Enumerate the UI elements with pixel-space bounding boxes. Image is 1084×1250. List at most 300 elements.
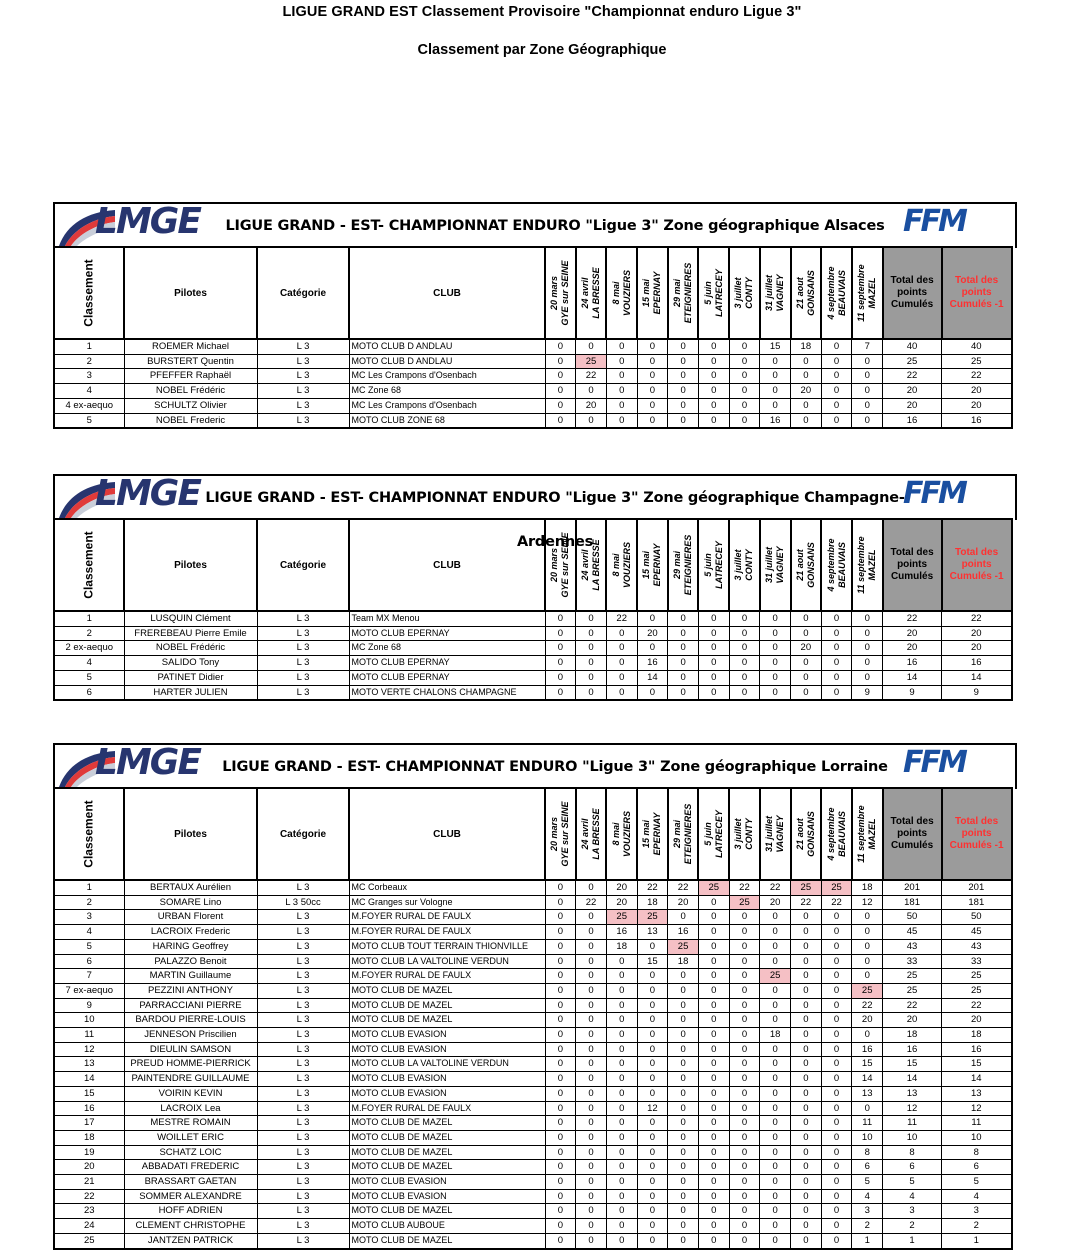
- cell-points: 0: [606, 1101, 637, 1116]
- event-place: CONTY: [744, 549, 755, 581]
- cell-club: MC Les Crampons d'Osenbach: [349, 369, 545, 384]
- cell-category: L 3: [257, 1219, 349, 1234]
- cell-points: 0: [821, 1189, 852, 1204]
- cell-points: 0: [821, 998, 852, 1013]
- cell-points: 0: [668, 983, 699, 998]
- cell-total: 13: [883, 1086, 942, 1101]
- cell-rank: 4: [54, 656, 124, 671]
- cell-points: 0: [791, 1204, 822, 1219]
- cell-total-minus: 4: [942, 1189, 1012, 1204]
- event-date: 24 avril: [580, 277, 591, 309]
- cell-points: 2: [852, 1219, 883, 1234]
- cell-points: 0: [698, 626, 729, 641]
- col-header-total-minus: Total des points Cumulés -1: [942, 788, 1012, 880]
- table-row: [54, 925, 1012, 940]
- cell-total: 40: [883, 339, 942, 354]
- cell-total-minus: 20: [942, 641, 1012, 656]
- cell-points: 20: [852, 1013, 883, 1028]
- cell-points: 0: [729, 626, 760, 641]
- cell-points: 16: [668, 925, 699, 940]
- cell-points: 0: [576, 1204, 607, 1219]
- cell-points: 0: [576, 1013, 607, 1028]
- cell-rank: 10: [54, 1013, 124, 1028]
- cell-points: 0: [545, 670, 576, 685]
- table-row: [54, 939, 1012, 954]
- cell-points: 0: [545, 983, 576, 998]
- cell-points: 0: [698, 954, 729, 969]
- cell-total-minus: 22: [942, 611, 1012, 626]
- cell-points: 0: [668, 685, 699, 700]
- event-date: 31 juillet: [764, 547, 775, 584]
- event-place: MAZEL: [867, 818, 878, 850]
- event-date: 11 septembre: [856, 264, 867, 322]
- table-row: [54, 1160, 1012, 1175]
- cell-rider: PAINTENDRE GUILLAUME: [124, 1072, 257, 1087]
- cell-points: 0: [729, 656, 760, 671]
- cell-points: 0: [576, 685, 607, 700]
- cell-points: 0: [729, 1219, 760, 1234]
- cell-rank: 25: [54, 1233, 124, 1248]
- cell-points: 0: [668, 1013, 699, 1028]
- cell-points: 0: [760, 925, 791, 940]
- col-header-event: [760, 519, 791, 611]
- cell-category: L 3: [257, 1101, 349, 1116]
- cell-points: 0: [821, 1145, 852, 1160]
- cell-points: 0: [545, 895, 576, 910]
- cell-points: 0: [821, 1072, 852, 1087]
- cell-points: 0: [606, 1175, 637, 1190]
- cell-club: MOTO CLUB EPERNAY: [349, 656, 545, 671]
- cell-points: 0: [637, 1233, 668, 1248]
- event-date: 5 juin: [702, 553, 713, 577]
- table-row: [54, 398, 1012, 413]
- cell-club: MOTO CLUB EVASION: [349, 1028, 545, 1043]
- cell-points: 0: [698, 1013, 729, 1028]
- table-row: [54, 880, 1012, 895]
- cell-points: 0: [637, 1130, 668, 1145]
- cell-points: 0: [668, 641, 699, 656]
- cell-total: 8: [883, 1145, 942, 1160]
- cell-points: 0: [576, 1116, 607, 1131]
- cell-points: 0: [576, 954, 607, 969]
- cell-total-minus: 14: [942, 670, 1012, 685]
- cell-points: 0: [576, 925, 607, 940]
- cell-points: 0: [729, 998, 760, 1013]
- cell-category: L 3: [257, 1145, 349, 1160]
- cell-points: 0: [637, 685, 668, 700]
- cell-points: 0: [637, 1175, 668, 1190]
- cell-club: MC Granges sur Vologne: [349, 895, 545, 910]
- cell-points: 8: [852, 1145, 883, 1160]
- cell-points: 0: [576, 998, 607, 1013]
- cell-points: 0: [606, 384, 637, 399]
- lmge-logo-text: LMGE: [95, 742, 200, 783]
- cell-points: 25: [729, 895, 760, 910]
- event-place: LATRECEY: [713, 269, 724, 317]
- cell-rider: PEZZINI ANTHONY: [124, 983, 257, 998]
- cell-points: 0: [545, 1072, 576, 1087]
- cell-points: 25: [668, 939, 699, 954]
- cell-rider: SOMMER ALEXANDRE: [124, 1189, 257, 1204]
- cell-points: 25: [606, 910, 637, 925]
- lmge-logo: [57, 201, 200, 248]
- cell-points: 0: [791, 1233, 822, 1248]
- cell-points: 0: [698, 611, 729, 626]
- cell-points: 0: [729, 339, 760, 354]
- cell-total-minus: 20: [942, 398, 1012, 413]
- cell-points: 0: [668, 1219, 699, 1234]
- cell-points: 0: [852, 939, 883, 954]
- cell-points: 0: [760, 1072, 791, 1087]
- cell-total-minus: 22: [942, 998, 1012, 1013]
- cell-club: MOTO CLUB DE MAZEL: [349, 1204, 545, 1219]
- event-place: VAGNEY: [775, 815, 786, 853]
- cell-points: 0: [668, 1042, 699, 1057]
- zone-title: LIGUE GRAND - EST- CHAMPIONNAT ENDURO "Ligue 3" Zone géographique Lorraine: [222, 759, 888, 775]
- cell-points: 0: [606, 369, 637, 384]
- event-place: BEAUVAIS: [836, 542, 847, 588]
- cell-points: 0: [576, 1101, 607, 1116]
- cell-points: 0: [760, 369, 791, 384]
- cell-club: M.FOYER RURAL DE FAULX: [349, 910, 545, 925]
- cell-points: 0: [729, 954, 760, 969]
- cell-points: 20: [606, 880, 637, 895]
- cell-club: MOTO CLUB DE MAZEL: [349, 998, 545, 1013]
- cell-points: 0: [698, 398, 729, 413]
- cell-points: 0: [545, 1189, 576, 1204]
- event-date: 3 juillet: [733, 277, 744, 309]
- cell-points: 0: [729, 1028, 760, 1043]
- col-header-total: Total des points Cumulés: [883, 247, 942, 339]
- col-header-event: [852, 247, 883, 339]
- cell-points: 0: [791, 1145, 822, 1160]
- cell-points: 0: [576, 641, 607, 656]
- cell-rider: BURSTERT Quentin: [124, 354, 257, 369]
- table-row: [54, 1072, 1012, 1087]
- cell-points: 0: [637, 611, 668, 626]
- cell-points: 0: [729, 398, 760, 413]
- cell-category: L 3: [257, 1116, 349, 1131]
- col-header-event: [729, 788, 760, 880]
- cell-total-minus: 25: [942, 969, 1012, 984]
- cell-points: 0: [760, 656, 791, 671]
- cell-points: 0: [791, 1086, 822, 1101]
- cell-points: 0: [637, 1116, 668, 1131]
- cell-points: 0: [821, 1028, 852, 1043]
- cell-points: 0: [852, 384, 883, 399]
- col-header-rider: Pilotes: [124, 788, 257, 880]
- table-row: [54, 998, 1012, 1013]
- col-header-event: [606, 247, 637, 339]
- cell-rider: PARRACCIANI PIERRE: [124, 998, 257, 1013]
- cell-points: 0: [791, 685, 822, 700]
- event-place: GYE sur SEINE: [560, 260, 571, 326]
- cell-points: 0: [698, 1160, 729, 1175]
- cell-points: 15: [760, 339, 791, 354]
- cell-rider: SOMARE Lino: [124, 895, 257, 910]
- cell-rank: 24: [54, 1219, 124, 1234]
- col-header-category: Catégorie: [257, 788, 349, 880]
- cell-points: 0: [698, 1219, 729, 1234]
- cell-points: 0: [545, 1204, 576, 1219]
- cell-category: L 3: [257, 1175, 349, 1190]
- cell-club: MOTO CLUB D ANDLAU: [349, 339, 545, 354]
- col-header-event: [791, 519, 822, 611]
- cell-points: 0: [698, 925, 729, 940]
- cell-rank: 23: [54, 1204, 124, 1219]
- cell-rider: BRASSART GAETAN: [124, 1175, 257, 1190]
- cell-points: 0: [791, 354, 822, 369]
- cell-rider: JANTZEN PATRICK: [124, 1233, 257, 1248]
- cell-points: 0: [545, 384, 576, 399]
- cell-total: 20: [883, 1013, 942, 1028]
- cell-points: 0: [637, 1057, 668, 1072]
- cell-total: 14: [883, 670, 942, 685]
- cell-points: 0: [545, 1130, 576, 1145]
- event-place: BEAUVAIS: [836, 811, 847, 857]
- cell-rank: 6: [54, 685, 124, 700]
- cell-points: 0: [729, 1101, 760, 1116]
- event-date: 31 juillet: [764, 275, 775, 312]
- cell-rider: LUSQUIN Clément: [124, 611, 257, 626]
- cell-club: MC Zone 68: [349, 641, 545, 656]
- cell-points: 0: [606, 354, 637, 369]
- cell-club: MOTO CLUB TOUT TERRAIN THIONVILLE: [349, 939, 545, 954]
- cell-points: 0: [698, 641, 729, 656]
- event-date: 21 aout: [794, 549, 805, 581]
- cell-points: 0: [576, 339, 607, 354]
- ffm-logo: [901, 204, 991, 244]
- cell-points: 0: [668, 1204, 699, 1219]
- event-place: EPERNAY: [652, 812, 663, 856]
- cell-points: 22: [791, 895, 822, 910]
- col-header-event: [821, 247, 852, 339]
- cell-category: L 3: [257, 413, 349, 428]
- cell-points: 22: [760, 880, 791, 895]
- cell-points: 0: [791, 626, 822, 641]
- col-header-event: [698, 788, 729, 880]
- table-row: [54, 1175, 1012, 1190]
- ffm-logo-text: FFM: [903, 476, 965, 511]
- cell-total-minus: 3: [942, 1204, 1012, 1219]
- cell-points: 0: [606, 1116, 637, 1131]
- cell-points: 0: [852, 670, 883, 685]
- cell-points: 0: [729, 611, 760, 626]
- cell-points: 0: [729, 910, 760, 925]
- cell-points: 0: [576, 910, 607, 925]
- table-row: [54, 413, 1012, 428]
- event-place: LATRECEY: [713, 810, 724, 858]
- cell-points: 0: [545, 880, 576, 895]
- cell-points: 0: [545, 398, 576, 413]
- cell-points: 0: [852, 398, 883, 413]
- cell-points: 0: [637, 998, 668, 1013]
- cell-points: 20: [637, 626, 668, 641]
- cell-points: 0: [852, 641, 883, 656]
- cell-points: 0: [637, 969, 668, 984]
- cell-total: 45: [883, 925, 942, 940]
- zone-banner: [53, 202, 1017, 248]
- event-place: ETEIGNIERES: [683, 803, 694, 865]
- cell-points: 0: [760, 1204, 791, 1219]
- cell-points: 0: [637, 1145, 668, 1160]
- cell-points: 0: [545, 910, 576, 925]
- cell-points: 0: [545, 1013, 576, 1028]
- cell-points: 0: [545, 969, 576, 984]
- cell-total: 22: [883, 611, 942, 626]
- cell-points: 0: [729, 1086, 760, 1101]
- cell-total-minus: 50: [942, 910, 1012, 925]
- cell-points: 0: [791, 656, 822, 671]
- cell-points: 25: [637, 910, 668, 925]
- cell-total: 10: [883, 1130, 942, 1145]
- cell-points: 0: [545, 998, 576, 1013]
- cell-category: L 3: [257, 969, 349, 984]
- cell-rider: SCHATZ LOIC: [124, 1145, 257, 1160]
- cell-total-minus: 16: [942, 413, 1012, 428]
- cell-points: 25: [576, 354, 607, 369]
- cell-points: 16: [637, 656, 668, 671]
- cell-points: 0: [729, 1057, 760, 1072]
- col-header-event: [760, 788, 791, 880]
- event-date: 4 septembre: [825, 266, 836, 320]
- cell-points: 0: [821, 685, 852, 700]
- cell-points: 0: [698, 656, 729, 671]
- cell-rank: 21: [54, 1175, 124, 1190]
- cell-total-minus: 16: [942, 656, 1012, 671]
- cell-points: 20: [668, 895, 699, 910]
- table-row: [54, 354, 1012, 369]
- cell-points: 0: [852, 1101, 883, 1116]
- col-header-club: CLUB: [349, 788, 545, 880]
- cell-points: 0: [729, 1130, 760, 1145]
- event-place: ETEIGNIERES: [683, 534, 694, 596]
- cell-rider: ROEMER Michael: [124, 339, 257, 354]
- cell-points: 0: [698, 1057, 729, 1072]
- cell-points: 0: [821, 1204, 852, 1219]
- cell-club: M.FOYER RURAL DE FAULX: [349, 1101, 545, 1116]
- cell-points: 0: [668, 656, 699, 671]
- cell-points: 0: [576, 1219, 607, 1234]
- cell-category: L 3: [257, 1130, 349, 1145]
- cell-category: L 3: [257, 983, 349, 998]
- cell-points: 0: [668, 398, 699, 413]
- cell-total-minus: 25: [942, 983, 1012, 998]
- cell-points: 0: [729, 369, 760, 384]
- cell-points: 0: [821, 354, 852, 369]
- cell-total-minus: 45: [942, 925, 1012, 940]
- col-header-event: [791, 788, 822, 880]
- cell-points: 0: [791, 1013, 822, 1028]
- cell-rank: 9: [54, 998, 124, 1013]
- standings-table: [53, 787, 1013, 1250]
- cell-rider: WOILLET ERIC: [124, 1130, 257, 1145]
- col-header-rank: Classement: [54, 247, 124, 339]
- cell-points: 0: [668, 369, 699, 384]
- event-date: 4 septembre: [825, 538, 836, 592]
- cell-points: 22: [606, 611, 637, 626]
- cell-points: 13: [852, 1086, 883, 1101]
- cell-total: 25: [883, 969, 942, 984]
- cell-total-minus: 15: [942, 1057, 1012, 1072]
- cell-points: 0: [698, 1116, 729, 1131]
- cell-points: 0: [698, 998, 729, 1013]
- cell-category: L 3: [257, 354, 349, 369]
- cell-points: 0: [606, 398, 637, 413]
- cell-points: 0: [791, 998, 822, 1013]
- cell-rider: URBAN Florent: [124, 910, 257, 925]
- cell-rider: NOBEL Frederic: [124, 413, 257, 428]
- cell-points: 0: [576, 1086, 607, 1101]
- cell-points: 15: [852, 1057, 883, 1072]
- cell-total-minus: 43: [942, 939, 1012, 954]
- col-header-total-minus: Total des points Cumulés -1: [942, 247, 1012, 339]
- event-date: 21 aout: [794, 277, 805, 309]
- cell-points: 22: [852, 998, 883, 1013]
- cell-points: 0: [668, 413, 699, 428]
- cell-points: 0: [729, 1160, 760, 1175]
- cell-total: 4: [883, 1189, 942, 1204]
- cell-points: 0: [576, 939, 607, 954]
- event-date: 24 avril: [580, 549, 591, 581]
- cell-total: 11: [883, 1116, 942, 1131]
- cell-points: 0: [637, 983, 668, 998]
- cell-points: 0: [698, 939, 729, 954]
- cell-points: 0: [606, 670, 637, 685]
- cell-points: 0: [698, 1086, 729, 1101]
- cell-rank: 2: [54, 895, 124, 910]
- col-header-total: Total des points Cumulés: [883, 788, 942, 880]
- cell-points: 0: [791, 1042, 822, 1057]
- col-header-event: [606, 519, 637, 611]
- cell-points: 0: [606, 1219, 637, 1234]
- col-header-event: [637, 519, 668, 611]
- cell-points: 0: [791, 611, 822, 626]
- table-row: [54, 626, 1012, 641]
- table-row: [54, 339, 1012, 354]
- cell-points: 0: [576, 626, 607, 641]
- cell-points: 0: [637, 384, 668, 399]
- cell-points: 0: [545, 611, 576, 626]
- cell-points: 0: [606, 954, 637, 969]
- cell-total-minus: 181: [942, 895, 1012, 910]
- cell-points: 0: [760, 670, 791, 685]
- col-header-event: [545, 519, 576, 611]
- cell-points: 1: [852, 1233, 883, 1248]
- cell-category: L 3: [257, 1160, 349, 1175]
- cell-points: 0: [606, 685, 637, 700]
- cell-points: 0: [760, 1057, 791, 1072]
- table-row: [54, 670, 1012, 685]
- cell-points: 0: [821, 983, 852, 998]
- cell-points: 4: [852, 1189, 883, 1204]
- event-place: GYE sur SEINE: [560, 801, 571, 867]
- cell-total-minus: 20: [942, 626, 1012, 641]
- cell-points: 0: [637, 1013, 668, 1028]
- col-header-category: Catégorie: [257, 247, 349, 339]
- cell-points: 0: [698, 1233, 729, 1248]
- cell-points: 0: [637, 1086, 668, 1101]
- cell-points: 0: [760, 1189, 791, 1204]
- cell-club: MOTO CLUB DE MAZEL: [349, 1160, 545, 1175]
- lmge-logo-text: LMGE: [95, 201, 200, 242]
- event-place: VAGNEY: [775, 274, 786, 312]
- event-place: EPERNAY: [652, 543, 663, 587]
- cell-points: 0: [606, 1086, 637, 1101]
- cell-points: 0: [698, 685, 729, 700]
- event-date: 31 juillet: [764, 816, 775, 853]
- cell-points: 0: [637, 413, 668, 428]
